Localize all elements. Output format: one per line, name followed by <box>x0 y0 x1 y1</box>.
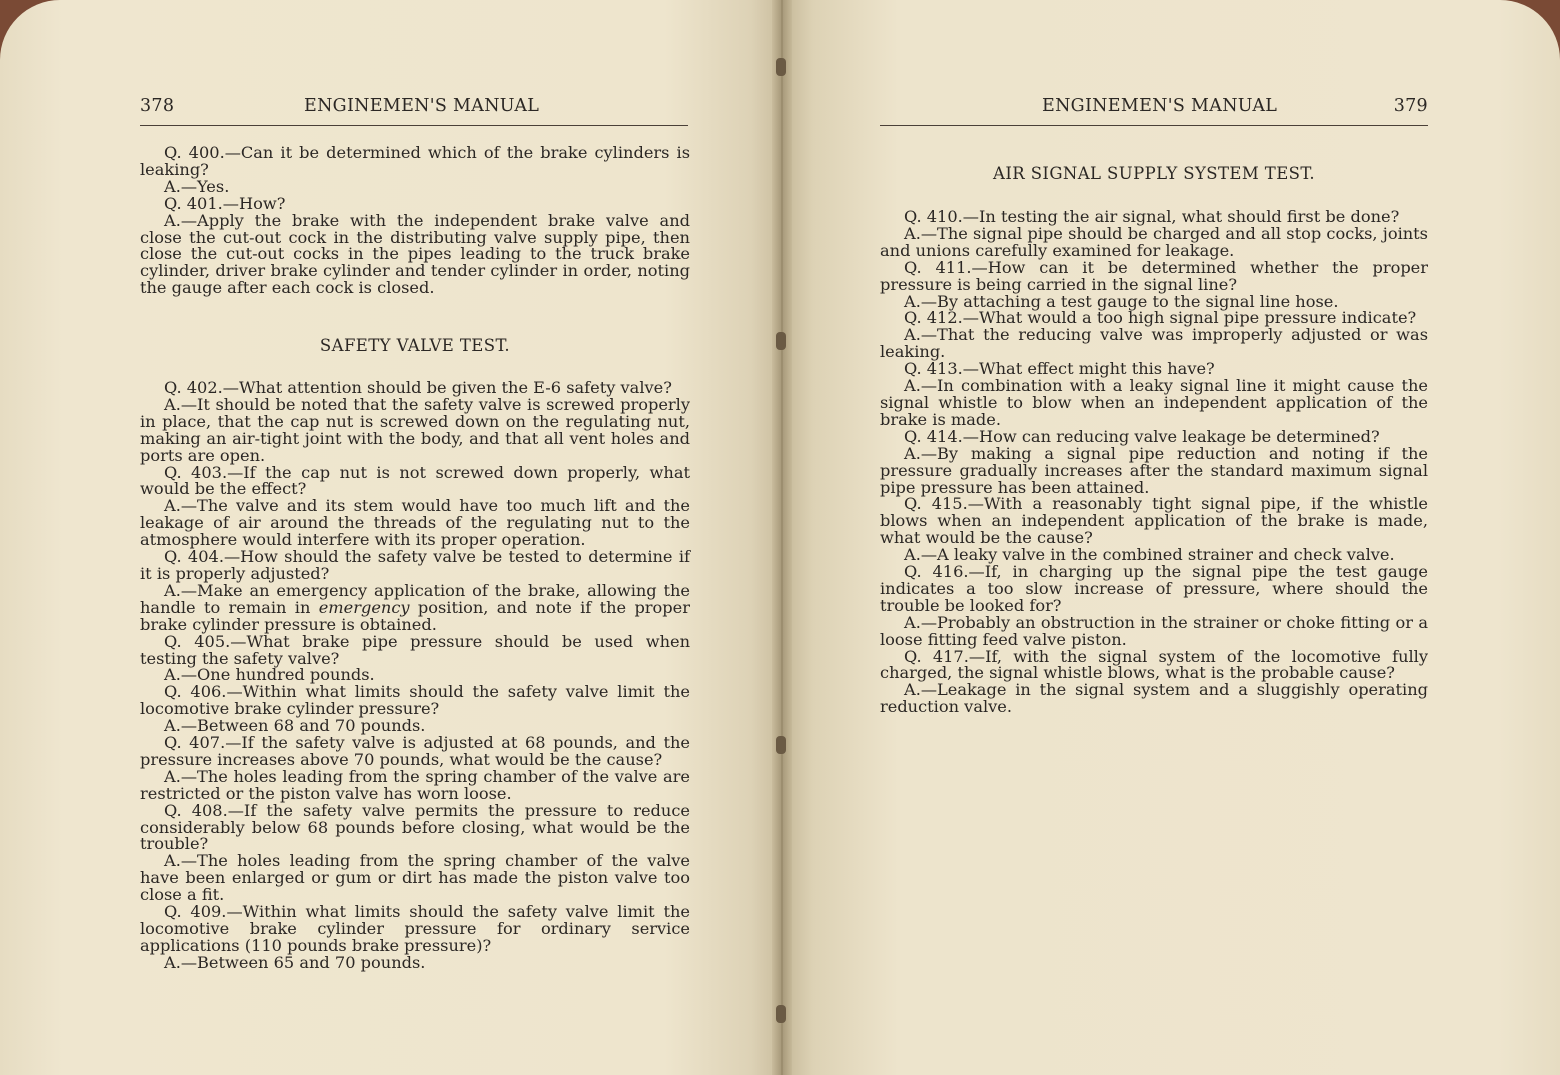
question-paragraph: Q. 409.—Within what limits should the safety valve limit the locomotive brake cylinder pressure for ordinary service applications (110 pounds brake pressure)? <box>140 902 690 955</box>
answer-paragraph: A.—Leakage in the signal system and a sluggishly operating reduction valve. <box>880 680 1428 717</box>
section-heading: SAFETY VALVE TEST. <box>319 336 511 355</box>
question-paragraph: Q. 405.—What brake pipe pressure should be used when testing the safety valve? <box>140 631 690 668</box>
answer-paragraph: A.—In combination with a leaky signal line it might cause the signal whistle to blow when an independent application of the brake is made. <box>880 376 1428 429</box>
question-paragraph: Q. 413.—What effect might this have? <box>904 359 1215 379</box>
answer-paragraph: A.—Between 65 and 70 pounds. <box>164 952 426 972</box>
left-running-header <box>140 96 690 124</box>
answer-paragraph <box>140 580 690 634</box>
book-gutter <box>772 0 792 1075</box>
section-heading-wrap <box>880 166 1428 183</box>
answer-paragraph: A.—Probably an obstruction in the strainer or choke fitting or a loose fitting feed valve piston. <box>880 612 1428 649</box>
answer-paragraph: A.—Apply the brake with the independent brake valve and close the cut-out cock in the distributing valve supply pipe, then close the cut-out cocks in the pipes leading to the truck brake cylinder, driver brake cylinder and tender cylinder in order, noting the gauge after each cock is closed. <box>140 210 690 298</box>
header-rule <box>140 125 688 126</box>
question-paragraph: Q. 416.—If, in charging up the signal pipe the test gauge indicates a too slow increase of pressure, where should the trouble be looked for? <box>880 562 1428 615</box>
question-paragraph: Q. 406.—Within what limits should the safety valve limit the locomotive brake cylinder pressure? <box>140 682 690 719</box>
binding-stitch <box>776 1005 786 1023</box>
question-paragraph: Q. 410.—In testing the air signal, what should first be done? <box>904 207 1400 226</box>
qa-block-top <box>140 145 690 297</box>
answer-paragraph: A.—The valve and its stem would have too much lift and the leakage of air around the threads of the regulating nut to the atmosphere would interfere with its proper operation. <box>140 496 690 550</box>
question-paragraph: Q. 400.—Can it be determined which of the brake cylinders is leaking? <box>140 143 690 179</box>
running-head-title: ENGINEMEN'S MANUAL <box>1042 96 1278 116</box>
right-page <box>782 0 1560 1075</box>
header-rule <box>880 125 1428 126</box>
page-number: 378 <box>140 96 175 116</box>
question-paragraph: Q. 402.—What attention should be given the E-6 safety valve? <box>164 378 672 397</box>
question-paragraph: Q. 411.—How can it be determined whether the proper pressure is being carried in the signal line? <box>880 257 1428 294</box>
section-heading-wrap <box>140 338 690 355</box>
question-paragraph: Q. 408.—If the safety valve permits the pressure to reduce considerably below 68 pounds before closing, what would be the trouble? <box>140 800 690 854</box>
answer-text-start: A.—Make an emergency application of the brake, allowing the handle to remain in <box>140 580 690 617</box>
emphasis-text: emergency <box>318 597 410 617</box>
binding-stitch <box>776 736 786 754</box>
answer-paragraph: A.—The holes leading from the spring chamber of the valve have been enlarged or gum or dirt has made the piston valve too close a fit. <box>140 851 690 905</box>
answer-paragraph: A.—A leaky valve in the combined strainer and check valve. <box>904 545 1395 565</box>
question-paragraph: Q. 417.—If, with the signal system of the locomotive fully charged, the signal whistle blows, what is the probable cause? <box>880 646 1428 683</box>
qa-block-safety-valve <box>140 380 690 972</box>
answer-paragraph: A.—One hundred pounds. <box>164 665 375 685</box>
answer-paragraph: A.—That the reducing valve was improperly adjusted or was leaking. <box>880 325 1428 362</box>
answer-paragraph: A.—The holes leading from the spring chamber of the valve are restricted or the piston valve has worn loose. <box>140 766 690 803</box>
question-paragraph: Q. 407.—If the safety valve is adjusted at 68 pounds, and the pressure increases above 70 pounds, what would be the cause? <box>140 733 690 769</box>
question-paragraph: Q. 415.—With a reasonably tight signal pipe, if the whistle blows when an independent application of the brake is made, what would be the cause? <box>880 494 1428 548</box>
answer-paragraph: A.—It should be noted that the safety valve is screwed properly in place, that the cap nut is screwed down on the regulating nut, making an air-tight joint with the body, and that all vent holes and ports are open. <box>140 394 690 465</box>
binding-stitch <box>776 58 786 76</box>
binding-stitch <box>776 332 786 350</box>
answer-paragraph: A.—The signal pipe should be charged and all stop cocks, joints and unions carefully examined for leakage. <box>880 223 1428 260</box>
answer-paragraph: A.—By making a signal pipe reduction and noting if the pressure gradually increases after the standard maximum signal pipe pressure has been attained. <box>880 443 1428 497</box>
right-running-header <box>880 96 1428 124</box>
answer-paragraph: A.—Yes. <box>164 176 230 196</box>
question-paragraph: Q. 414.—How can reducing valve leakage be determined? <box>904 426 1380 446</box>
question-paragraph: Q. 412.—What would a too high signal pipe pressure indicate? <box>904 308 1417 328</box>
question-paragraph: Q. 403.—If the cap nut is not screwed down properly, what would be the effect? <box>140 462 690 499</box>
answer-paragraph: A.—Between 68 and 70 pounds. <box>164 716 426 736</box>
qa-block-air-signal <box>880 209 1428 716</box>
question-paragraph: Q. 404.—How should the safety valve be tested to determine if it is properly adjusted? <box>140 547 690 583</box>
answer-text-end: position, and note if the proper brake cylinder pressure is obtained. <box>140 597 690 634</box>
section-heading: AIR SIGNAL SUPPLY SYSTEM TEST. <box>993 164 1315 183</box>
page-number: 379 <box>1393 96 1428 116</box>
running-head-title: ENGINEMEN'S MANUAL <box>304 96 540 116</box>
question-paragraph: Q. 401.—How? <box>164 193 286 213</box>
answer-paragraph: A.—By attaching a test gauge to the signal line hose. <box>904 291 1339 311</box>
